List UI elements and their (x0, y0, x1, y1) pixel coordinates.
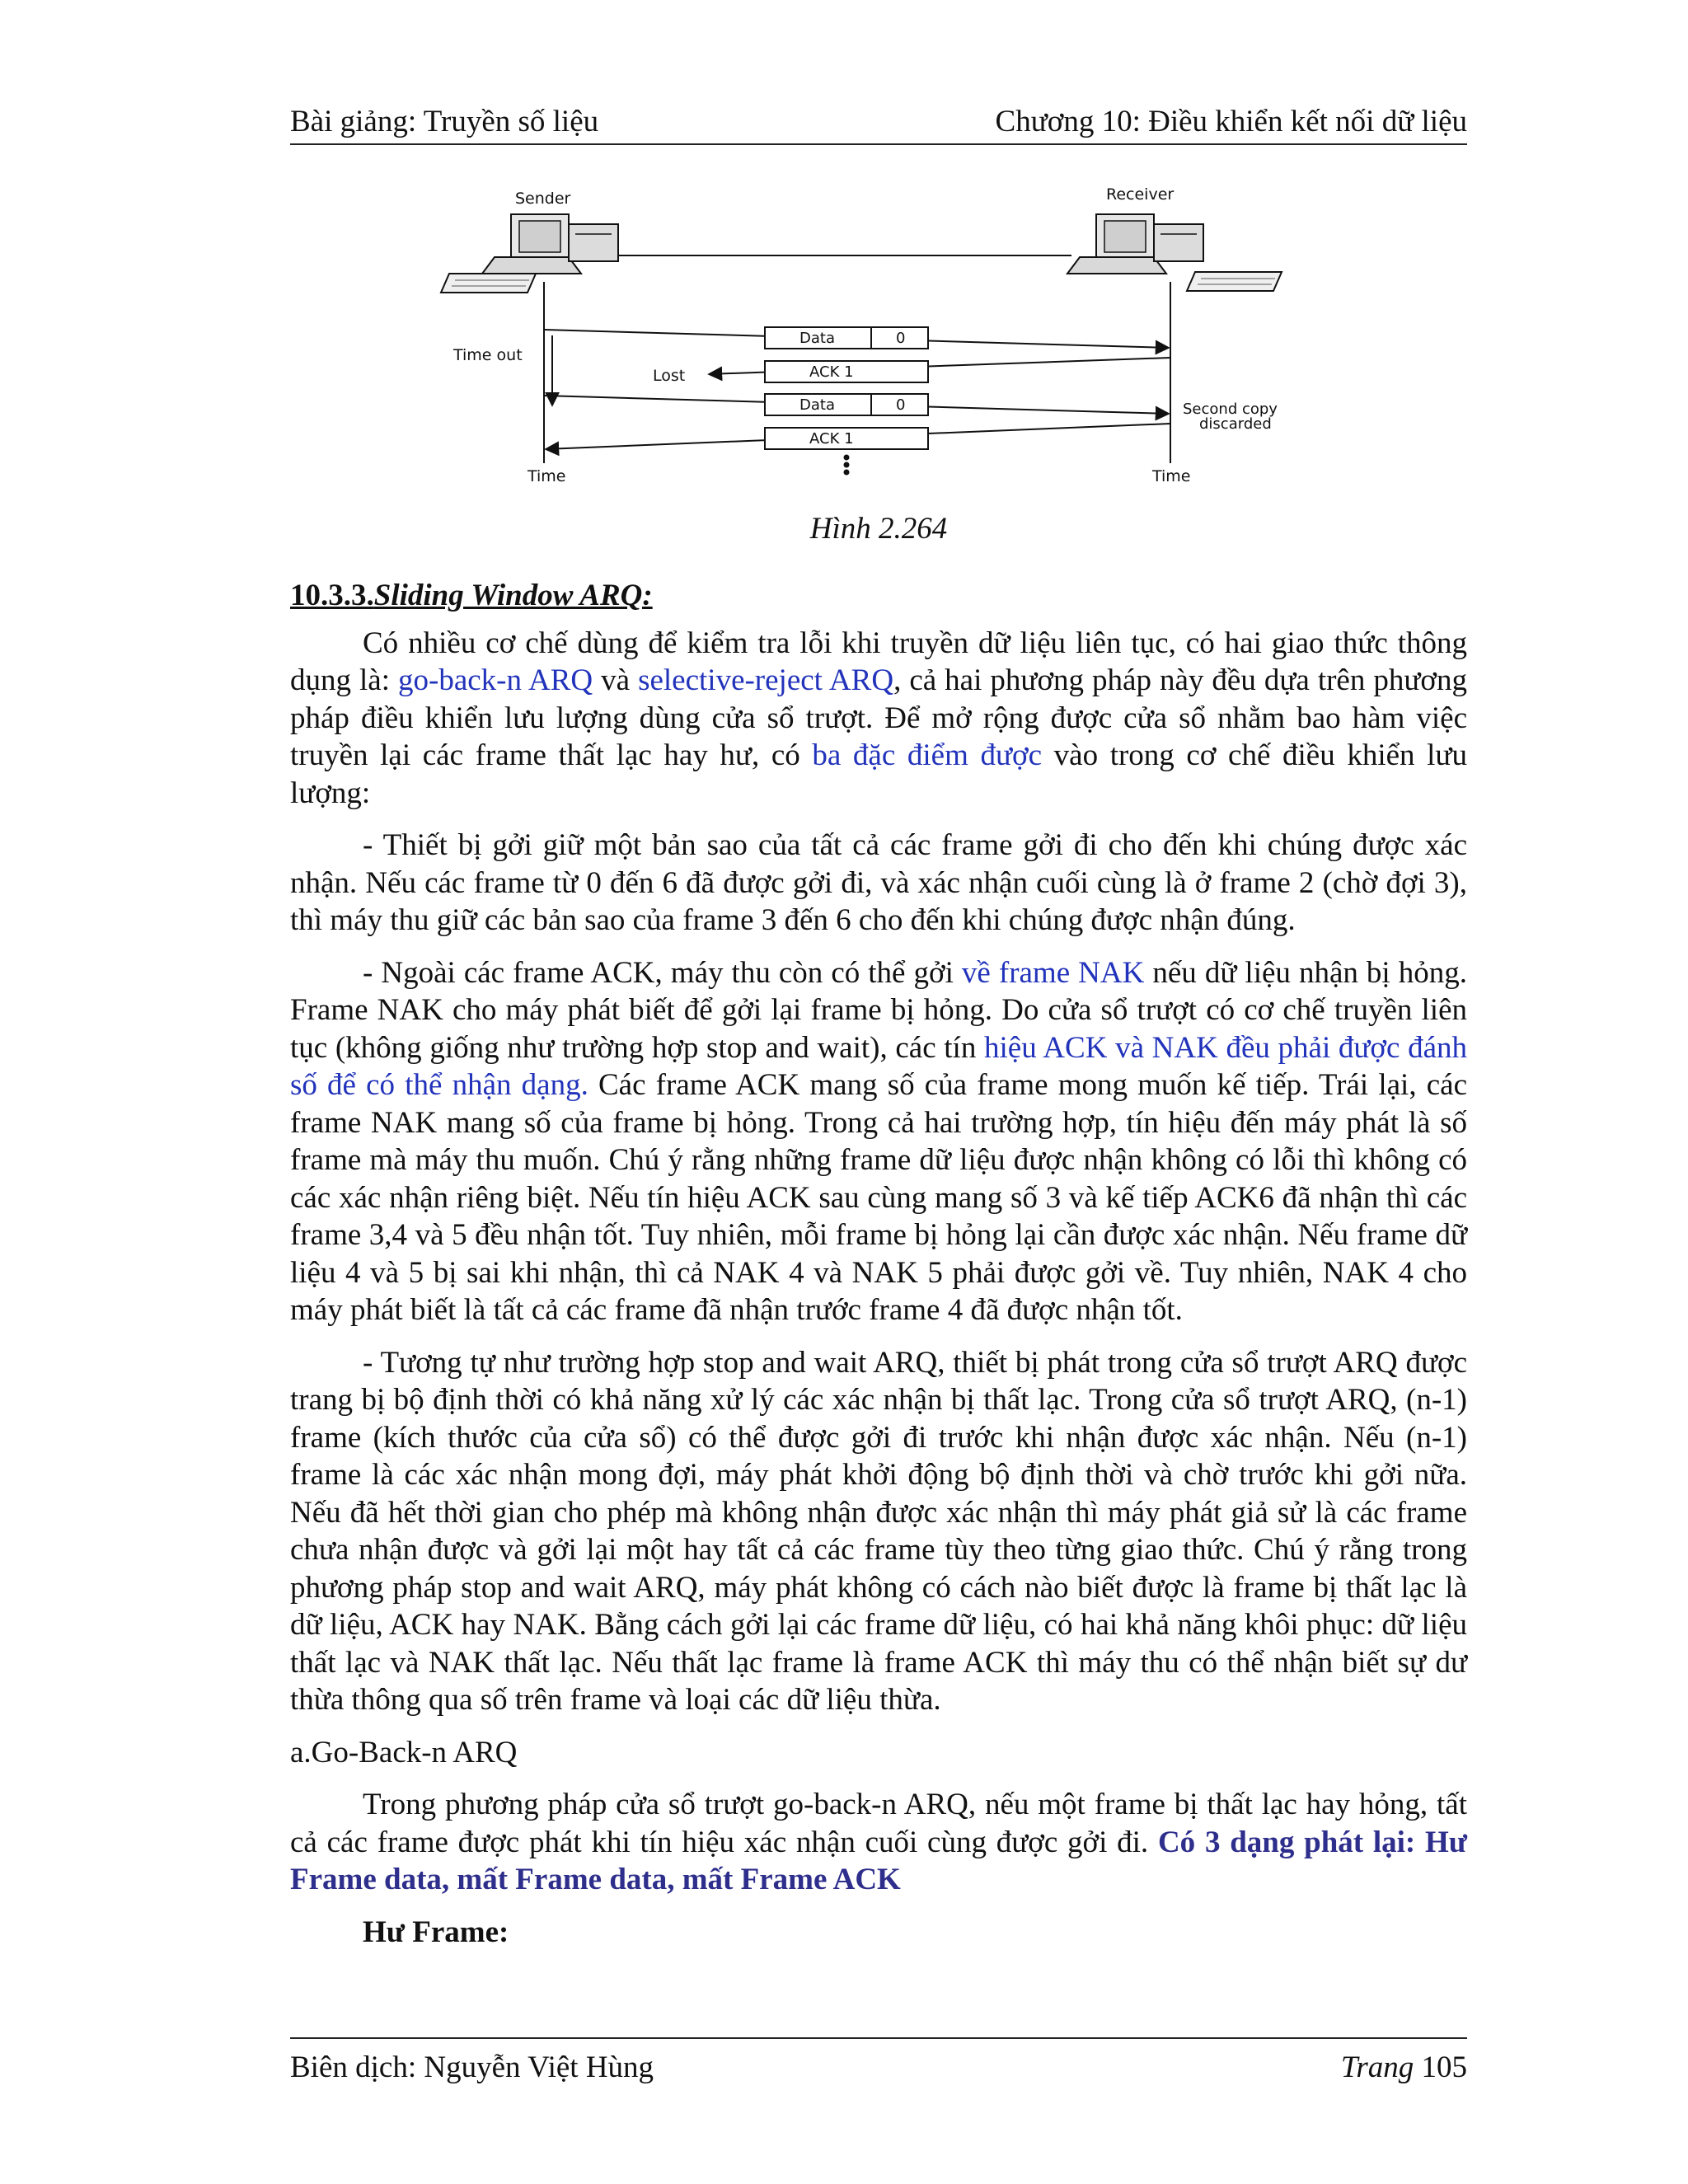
data-frame-label-2: Data (799, 396, 835, 414)
paragraph-1-text-c: , cả hai phương pháp này đều dựa trên phương pháp điều khiển lưu lượng dùng cửa sổ trượt. Để mở rộng được cửa sổ nhằm bao hàm việc truyền lại các frame thất lạc hay hư, có (290, 663, 1467, 772)
page-word: Trang (1340, 2050, 1414, 2084)
footer-page (1341, 2044, 1467, 2092)
data-frame-label-1: Data (799, 330, 835, 347)
paragraph-3 (290, 954, 1467, 1329)
page-footer (290, 2037, 1467, 2087)
paragraph-3-text-c: Các frame ACK mang số của frame mong muốn kế tiếp. Trái lại, các frame NAK mang số của frame bị hỏng. Trong cả hai trường hợp, tín hiệu đến máy phát là số frame mà máy thu muốn. Chú ý rằng những frame dữ liệu được nhận không có lỗi thì không có các xác nhận riêng biệt. Nếu tín hiệu ACK sau cùng mang số 3 và kế tiếp ACK6 đã nhận thì các frame 3,4 và 5 đều nhận tốt. Tuy nhiên, mỗi frame bị hỏng lại cần được xác nhận. Nếu frame dữ liệu 4 và 5 bị sai khi nhận, thì cả NAK 4 và NAK 5 phải được gởi về. Tuy nhiên, NAK 4 cho máy phát biết là tất cả các frame đã nhận trước frame 4 đã được nhận tốt. (290, 1068, 1468, 1327)
paragraph-6 (290, 1786, 1467, 1899)
sender-label: Sender (515, 190, 571, 208)
subheading-hu-frame: Hư Frame: (363, 1915, 509, 1949)
continuation-dots (844, 455, 850, 476)
sender-computer-icon (441, 214, 618, 293)
ack-label-1: ACK 1 (809, 363, 854, 381)
section-number: 10.3.3. (290, 579, 374, 612)
header-course-title: Bài giảng: Truyền số liệu (290, 105, 599, 138)
main-content (290, 577, 1467, 1966)
retransmission-types: Có 3 dạng phát lại: Hư Frame data, mất Frame data, mất Frame ACK (290, 1825, 1467, 1896)
time-out-label: Time out (453, 346, 523, 364)
paragraph-6-text: Trong phương pháp cửa sổ trượt go-back-n ARQ, nếu một frame bị thất lạc hay hỏng, tất cả các frame được phát khi tín hiệu xác nhận cuối cùng được gởi đi. (290, 1788, 1467, 1859)
paragraph-3-text-a: - Ngoài các frame ACK, máy thu còn có thể gởi (363, 955, 962, 990)
link-three-features[interactable]: ba đặc điểm được (812, 738, 1043, 772)
page-number: 105 (1414, 2050, 1467, 2084)
discarded-label: discarded (1199, 415, 1272, 433)
paragraph-3-text-b: nếu dữ liệu nhận bị hỏng. Frame NAK cho máy phát biết để gởi lại frame bị hỏng. Do cửa sổ trượt có cơ chế truyền liên tục (không giống như trường hợp stop and wait), các tín (290, 955, 1467, 1065)
ack-label-2: ACK 1 (809, 430, 854, 448)
paragraph-1-text-d: vào trong cơ chế điều khiển lưu lượng: (290, 738, 1467, 810)
sender-time-label: Time (528, 467, 566, 485)
receiver-computer-icon (1067, 214, 1282, 291)
link-ack-nak-numbered[interactable]: hiệu ACK và NAK đều phải được đánh số để có thể nhận dạng. (290, 1030, 1467, 1102)
lost-label: Lost (653, 367, 686, 385)
section-title: Sliding Window ARQ: (373, 579, 653, 612)
paragraph-1-text-b: và (593, 663, 639, 697)
data-frame-number-1: 0 (896, 330, 906, 347)
paragraph-2: - Thiết bị gởi giữ một bản sao của tất cả các frame gởi đi cho đến khi chúng được xác nhận. Nếu các frame từ 0 đến 6 đã được gởi đi, và xác nhận cuối cùng là ở frame 2 (chờ đợi 3), thì máy thu giữ các bản sao của frame 3 đến 6 cho đến khi chúng được nhận đúng. (290, 828, 1467, 937)
receiver-time-label: Time (1152, 467, 1191, 485)
link-nak-frame[interactable]: về frame NAK (961, 955, 1145, 990)
paragraph-1 (290, 625, 1467, 813)
page-header (290, 101, 1467, 145)
section-heading (290, 577, 1467, 615)
link-selective-reject[interactable]: selective-reject ARQ (638, 663, 894, 697)
paragraph-4: - Tương tự như trường hợp stop and wait ARQ, thiết bị phát trong cửa sổ trượt ARQ được trang bị bộ định thời có khả năng xử lý các xác nhận bị thất lạc. Trong cửa sổ trượt ARQ, (n-1) frame (kích thước của cửa sổ) có thể được gởi đi trước khi nhận được xác nhận. Nếu (n-1) frame là các xác nhận mong đợi, máy phát khởi động bộ định thời và chờ trước khi gởi nữa. Nếu đã hết thời gian cho phép mà không nhận được xác nhận thì máy phát giả sử là các frame chưa nhận được và gởi lại một hay tất cả các frame tùy theo từng giao thức. Chú ý rằng trong phương pháp stop and wait ARQ, máy phát không có cách nào biết được là frame bị thất lạc là dữ liệu, ACK hay NAK. Bằng cách gởi lại các frame dữ liệu, có hai khả năng khôi phục: dữ liệu thất lạc và NAK thất lạc. Nếu thất lạc frame là frame ACK thì máy thu có thể nhận biết sự dư thừa thông qua số trên frame và loại các dữ liệu thừa. (290, 1345, 1467, 1717)
data-frame-number-2: 0 (896, 396, 906, 414)
paragraph-1-text-a: Có nhiều cơ chế dùng để kiểm tra lỗi khi truyền dữ liệu liên tục, có hai giao thức thông dụng là: (290, 626, 1467, 697)
stop-and-wait-ack-lost-diagram (437, 175, 1343, 488)
header-chapter-title: Chương 10: Điều khiển kết nối dữ liệu (995, 105, 1467, 138)
subsection-go-back-n: a.Go-Back-n ARQ (290, 1735, 518, 1769)
figure-caption: Hình 2.264 (809, 512, 948, 546)
second-copy-label: Second copy (1183, 401, 1278, 418)
receiver-label: Receiver (1106, 185, 1175, 204)
link-go-back-n[interactable]: go-back-n ARQ (398, 663, 593, 697)
footer-translator: Biên dịch: Nguyễn Việt Hùng (290, 2050, 654, 2084)
